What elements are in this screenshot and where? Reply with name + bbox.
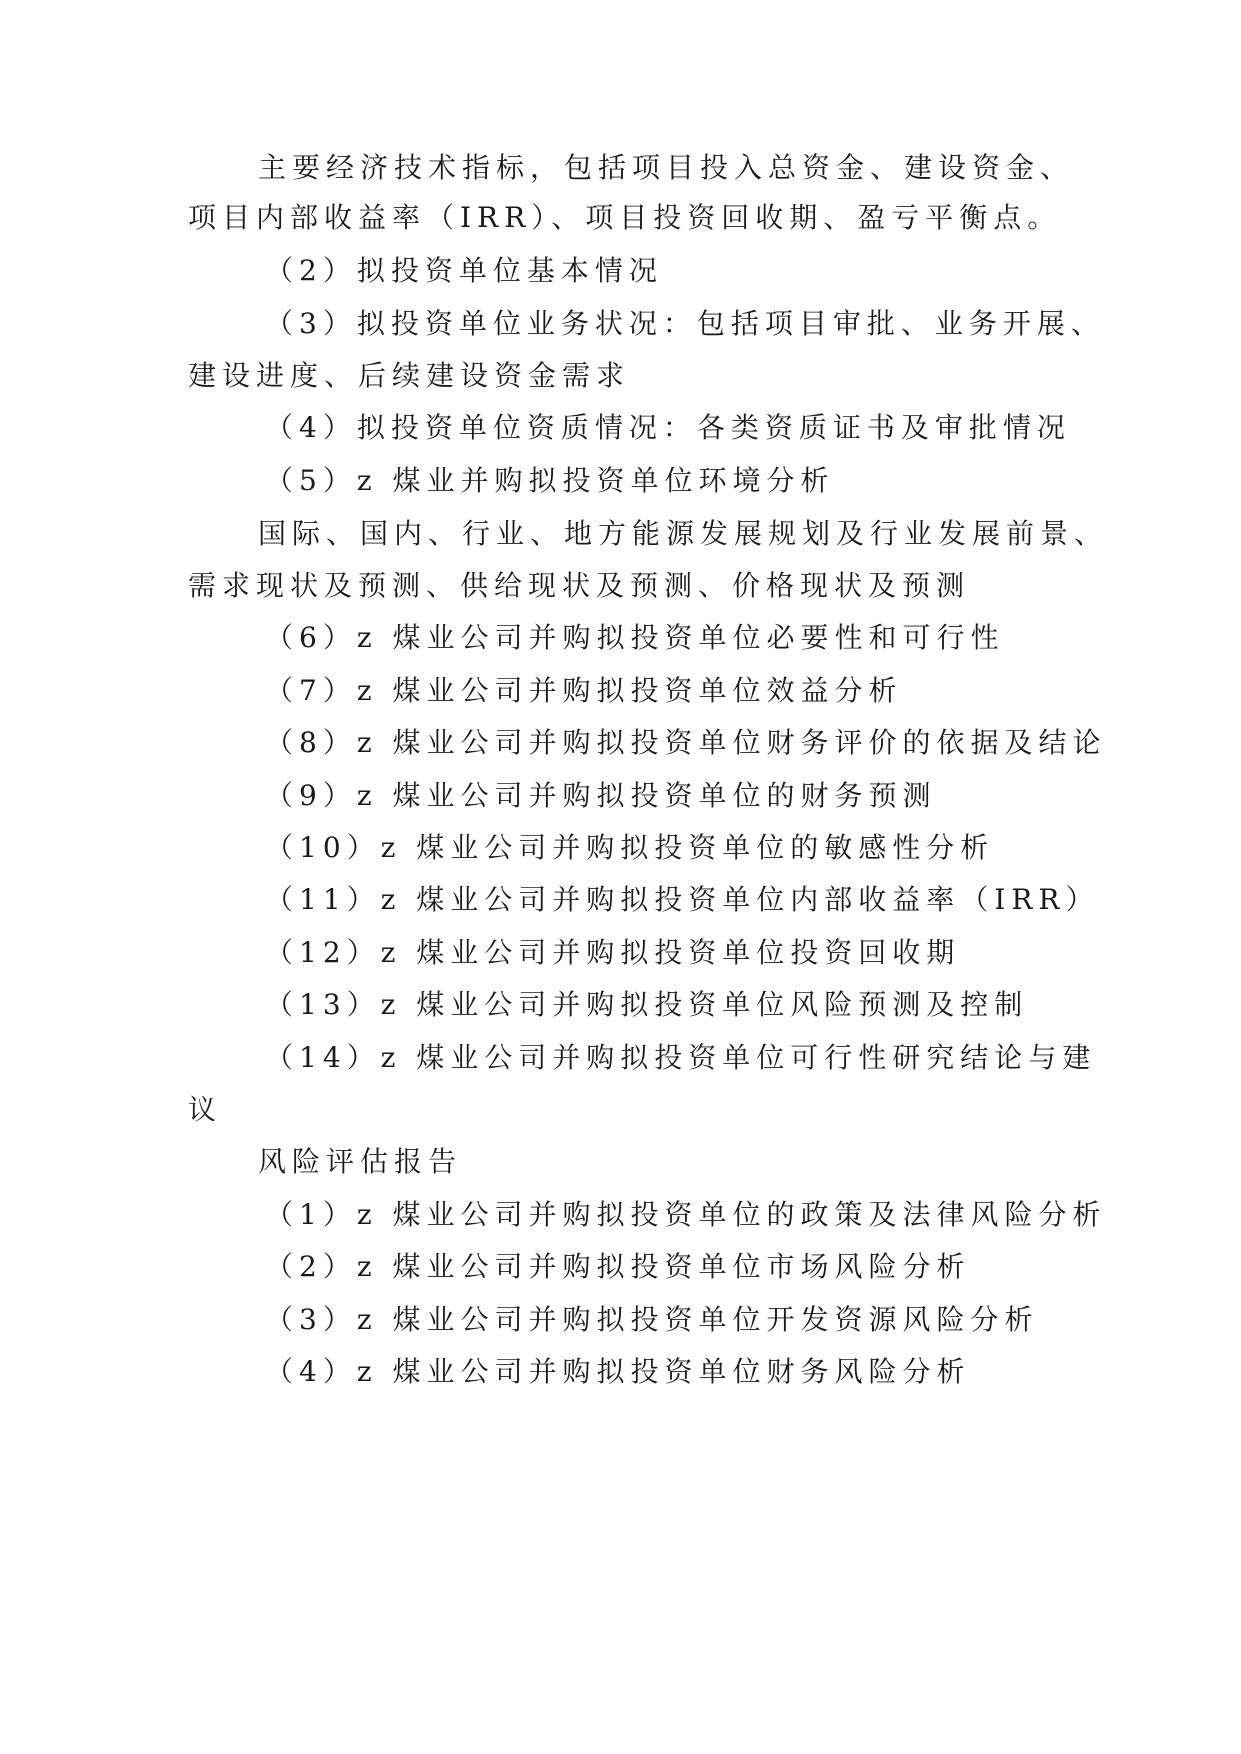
list-item: （10）z 煤业公司并购拟投资单位的敏感性分析 — [265, 831, 995, 864]
text-line: 主要经济技术指标，包括项目投入总资金、建设资金、 — [258, 151, 1075, 184]
text-line: 需求现状及预测、供给现状及预测、价格现状及预测 — [188, 569, 971, 602]
list-item: （4）z 煤业公司并购拟投资单位财务风险分析 — [265, 1355, 971, 1388]
list-item: （4）拟投资单位资质情况：各类资质证书及审批情况 — [265, 411, 1071, 444]
list-item: （2）拟投资单位基本情况 — [265, 254, 663, 287]
list-item: （12）z 煤业公司并购拟投资单位投资回收期 — [265, 936, 961, 969]
list-item: （9）z 煤业公司并购拟投资单位的财务预测 — [265, 779, 937, 812]
list-item: （5）z 煤业并购拟投资单位环境分析 — [265, 464, 835, 497]
list-item: （14）z 煤业公司并购拟投资单位可行性研究结论与建 — [265, 1041, 1097, 1074]
section-heading: 风险评估报告 — [258, 1145, 463, 1178]
list-item: （8）z 煤业公司并购拟投资单位财务评价的依据及结论 — [265, 726, 1107, 759]
text-line: 议 — [188, 1093, 223, 1126]
list-item: （3）拟投资单位业务状况：包括项目审批、业务开展、 — [265, 307, 1105, 340]
list-item: （2）z 煤业公司并购拟投资单位市场风险分析 — [265, 1250, 971, 1283]
text-line: 国际、国内、行业、地方能源发展规划及行业发展前景、 — [258, 517, 1109, 550]
list-item: （11）z 煤业公司并购拟投资单位内部收益率（IRR） — [265, 883, 1100, 916]
list-item: （6）z 煤业公司并购拟投资单位必要性和可行性 — [265, 621, 1005, 654]
list-item: （3）z 煤业公司并购拟投资单位开发资源风险分析 — [265, 1303, 1039, 1336]
list-item: （13）z 煤业公司并购拟投资单位风险预测及控制 — [265, 988, 1029, 1021]
text-line: 项目内部收益率（IRR）、项目投资回收期、盈亏平衡点。 — [188, 201, 1062, 234]
list-item: （1）z 煤业公司并购拟投资单位的政策及法律风险分析 — [265, 1198, 1107, 1231]
text-line: 建设进度、后续建设资金需求 — [188, 359, 631, 392]
list-item: （7）z 煤业公司并购拟投资单位效益分析 — [265, 674, 903, 707]
